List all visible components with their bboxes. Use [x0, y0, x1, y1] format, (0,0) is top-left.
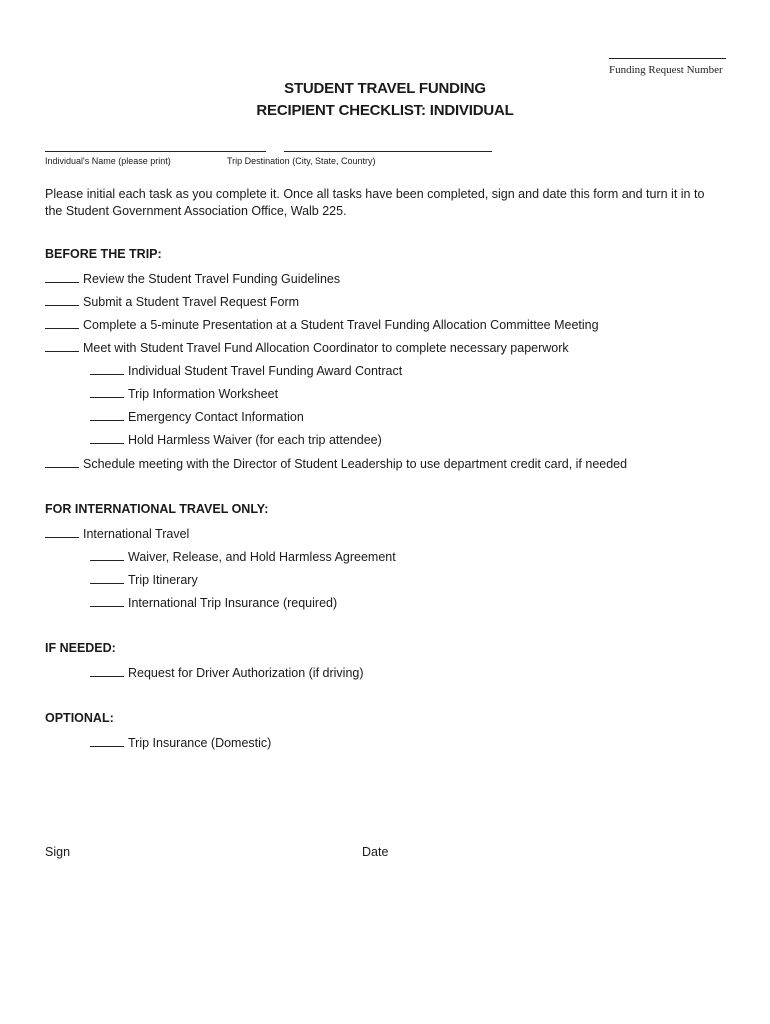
checklist-subitem: Trip Itinerary: [90, 571, 198, 588]
section-heading-if-needed: IF NEEDED:: [45, 641, 116, 655]
initial-blank[interactable]: [45, 270, 79, 283]
initial-blank[interactable]: [90, 664, 124, 677]
initial-blank[interactable]: [90, 431, 124, 444]
section-heading-before-trip: BEFORE THE TRIP:: [45, 247, 162, 261]
document-title-line-2: RECIPIENT CHECKLIST: INDIVIDUAL: [256, 102, 514, 119]
date-label: Date: [362, 845, 389, 859]
checklist-subitem: Trip Information Worksheet: [90, 385, 278, 402]
checklist-subitem: Individual Student Travel Funding Award Contract: [90, 362, 402, 379]
document-title-line-1: STUDENT TRAVEL FUNDING: [284, 80, 486, 97]
name-field-label: Individual's Name (please print): [45, 156, 171, 166]
checklist-subitem: Emergency Contact Information: [90, 408, 304, 425]
initial-blank[interactable]: [45, 316, 79, 329]
checklist-subitem: International Trip Insurance (required): [90, 594, 337, 611]
initial-blank[interactable]: [90, 734, 124, 747]
checklist-item: Submit a Student Travel Request Form: [45, 293, 299, 310]
destination-field-label: Trip Destination (City, State, Country): [227, 156, 376, 166]
checklist-item: Complete a 5-minute Presentation at a Student Travel Funding Allocation Committee Meeting: [45, 316, 599, 333]
checklist-subitem: Hold Harmless Waiver (for each trip attendee): [90, 431, 382, 448]
initial-blank[interactable]: [90, 385, 124, 398]
initial-blank[interactable]: [45, 339, 79, 352]
checklist-item: International Travel: [45, 525, 189, 542]
section-heading-international: FOR INTERNATIONAL TRAVEL ONLY:: [45, 502, 269, 516]
initial-blank[interactable]: [45, 455, 79, 468]
destination-field[interactable]: [284, 151, 492, 152]
initial-blank[interactable]: [90, 408, 124, 421]
initial-blank[interactable]: [90, 362, 124, 375]
funding-request-number-field[interactable]: [609, 58, 726, 59]
initial-blank[interactable]: [90, 571, 124, 584]
checklist-item: Schedule meeting with the Director of Student Leadership to use department credit card, if needed: [45, 455, 627, 472]
checklist-subitem: Waiver, Release, and Hold Harmless Agreement: [90, 548, 396, 565]
checklist-item: Meet with Student Travel Fund Allocation Coordinator to complete necessary paperwork: [45, 339, 569, 356]
initial-blank[interactable]: [90, 594, 124, 607]
checklist-item: Review the Student Travel Funding Guidelines: [45, 270, 340, 287]
checklist-subitem: Request for Driver Authorization (if driving): [90, 664, 364, 681]
funding-request-number-label: Funding Request Number: [609, 64, 723, 76]
initial-blank[interactable]: [90, 548, 124, 561]
initial-blank[interactable]: [45, 293, 79, 306]
initial-blank[interactable]: [45, 525, 79, 538]
checklist-subitem: Trip Insurance (Domestic): [90, 734, 271, 751]
section-heading-optional: OPTIONAL:: [45, 711, 114, 725]
sign-label: Sign: [45, 845, 71, 859]
instructions-paragraph: Please initial each task as you complete it. Once all tasks have been completed, sign and date this form and turn it in to the Student Government Association Office, Walb 225.: [45, 187, 705, 218]
name-field[interactable]: [45, 151, 266, 152]
